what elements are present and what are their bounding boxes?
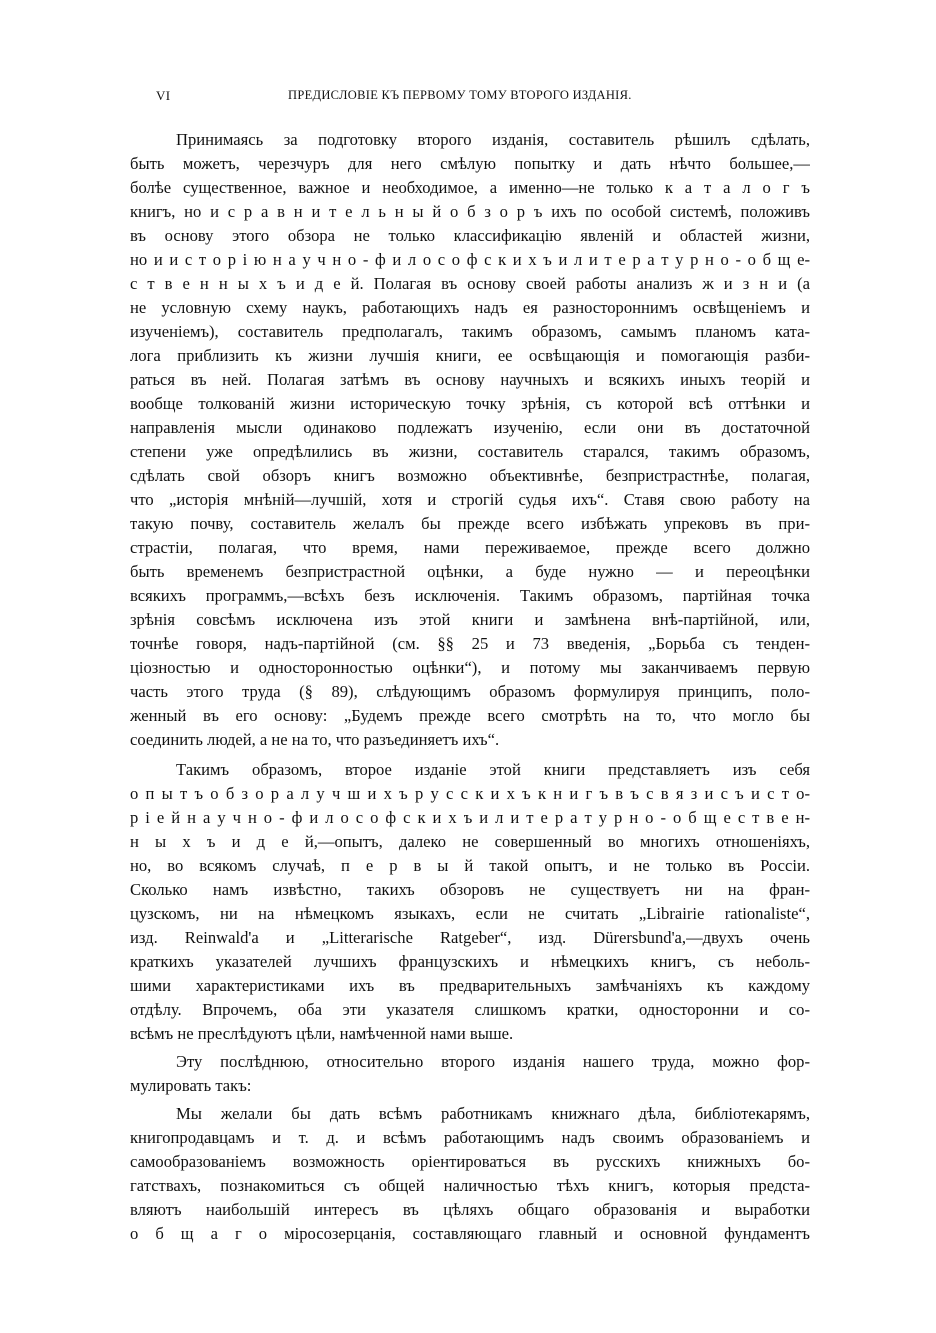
text-line: с т в е н н ы х ъ и д е й. Полагая въ основу своей работы анализъ ж и з н и (а [130,274,810,293]
text-line: что „исторія мнѣній—лучшій, хотя и строгій судья ихъ“. Ставя свою работу на [130,490,810,509]
text-line: самообразованіемъ возможность оріентироваться въ русскихъ книжныхъ бо- [130,1152,810,1171]
text-line: быть временемъ безпристрастной оцѣнки, а буде нужно — и переоцѣнки [130,562,810,581]
text-line: страстіи, полагая, что время, нами переживаемое, прежде всего должно [130,538,810,557]
body-text [130,128,810,1246]
text-line: зрѣнія совсѣмъ исключена изъ этой книги и замѣнена внѣ-партійной, или, [130,610,810,629]
text-line: лога приблизить къ жизни лучшія книги, ее освѣщающія и помогающія разби- [130,346,810,365]
paragraph-2 [130,758,810,1046]
text-line: цузскомъ, ни на нѣмецкомъ языкахъ, если не считать „Librairie rationaliste“, [130,904,810,923]
text-line: книгъ, но и с р а в н и т е л ь н ы й о б з о р ъ ихъ по особой системѣ, положивъ [130,202,810,221]
text-line: всякихъ программъ,—всѣхъ безъ исключенія. Такимъ образомъ, партійная точка [130,586,810,605]
text-line: Эту послѣднюю, относительно второго изданія нашего труда, можно фор- [176,1052,810,1071]
text-line: всѣмъ не преслѣдуютъ цѣли, намѣченной нами выше. [130,1024,514,1043]
text-line: не условную схему наукъ, работающихъ надъ ея разностороннимъ освѣщеніемъ и [130,298,810,317]
paragraph-1 [130,128,810,752]
text-line: направленія мысли одинаково подлежатъ изученію, если они въ достаточной [130,418,810,437]
text-line: точнѣе говоря, надъ-партійной (см. §§ 25 и 73 введенія, „Борьба съ тенден- [130,634,810,653]
text-line: раться въ ней. Полагая затѣмъ въ основу научныхъ и всякихъ иныхъ теорій и [130,370,810,389]
text-line: Принимаясь за подготовку второго изданія, составитель рѣшилъ сдѣлать, [176,130,810,149]
text-line: быть можетъ, черезчуръ для него смѣлую попытку и дать нѣчто большее,— [130,154,810,173]
text-line: часть этого труда (§ 89), слѣдующимъ образомъ формулируя принципъ, поло- [130,682,810,701]
text-line: но, во всякомъ случаѣ, п е р в ы й такой опытъ, и не только въ Россіи. [130,856,810,875]
text-line: степени уже опредѣлились въ жизни, составитель старался, такимъ образомъ, [130,442,810,461]
text-line: изученіемъ), составитель предполагалъ, такимъ образомъ, самымъ планомъ ката- [130,322,810,341]
paragraph-4 [130,1102,810,1246]
text-line: но и и с т о р і ю н а у ч н о - ф и л о с о ф с к и х ъ и л и т е р а т у р н о - о б щ е- [130,250,810,269]
text-line: изд. Reinwald'a и „Litterarische Ratgeber“, изд. Dürersbund'a,—двухъ очень [130,928,810,947]
text-line: соединить людей, а не на то, что разъединяетъ ихъ“. [130,730,500,749]
text-line: въ основу этого обзора не только классификацію явленій и областей жизни, [130,226,810,245]
text-line: вляютъ наибольшій интересъ въ цѣляхъ общаго образованія и выработки [130,1200,810,1219]
text-line: гатствахъ, познакомиться съ общей наличностью тѣхъ книгъ, которыя предста- [130,1176,810,1195]
running-head [156,88,776,110]
text-line: отдѣлу. Впрочемъ, оба эти указателя слишкомъ кратки, односторонни и со- [130,1000,810,1019]
text-line: р і е й н а у ч н о - ф и л о с о ф с к и х ъ и л и т е р а т у р н о - о б щ е с т в е н- [130,808,810,827]
text-line: сдѣлать свой обзоръ книгъ возможно объективнѣе, безпристрастнѣе, полагая, [130,466,810,485]
text-line: Мы желали бы дать всѣмъ работникамъ книжнаго дѣла, библіотекарямъ, [176,1104,810,1123]
text-line: о б щ а г о міросозерцанія, составляющаго главный и основной фундаментъ [130,1224,810,1243]
running-title: ПРЕДИСЛОВІЕ КЪ ПЕРВОМУ ТОМУ ВТОРОГО ИЗДАНІЯ. [288,88,632,102]
text-line: вообще толкованій жизни историческую точку зрѣнія, съ которой всѣ оттѣнки и [130,394,810,413]
text-line: Такимъ образомъ, второе изданіе этой книги представляетъ изъ себя [176,760,810,779]
text-line: ціозностью и односторонностью оцѣнки“), и потому мы заканчиваемъ первую [130,658,810,677]
text-line: книгопродавцамъ и т. д. и всѣмъ работающимъ надъ своимъ образованіемъ и [130,1128,810,1147]
text-line: Сколько намъ извѣстно, такихъ обзоровъ не существуетъ ни на фран- [130,880,810,899]
text-line: мулировать такъ: [130,1076,252,1095]
text-line: н ы х ъ и д е й,—опытъ, далеко не совершенный во многихъ отношеніяхъ, [130,832,810,851]
paragraph-3 [130,1050,810,1098]
text-line: о п ы т ъ о б з о р а л у ч ш и х ъ р у с с к и х ъ к н и г ъ в ъ с в я з и с ъ и с т о- [130,784,810,803]
text-line: женный въ его основу: „Будемъ прежде всего смотрѣть на то, что могло бы [130,706,810,725]
text-line: такую почву, составитель желалъ бы прежде всего избѣжать упрековъ въ при- [130,514,810,533]
text-line: шими характеристиками ихъ въ предварительныхъ замѣчаніяхъ къ каждому [130,976,810,995]
text-line: краткихъ указателей лучшихъ французскихъ и нѣмецкихъ книгъ, съ неболь- [130,952,810,971]
text-line: болѣе существенное, важное и необходимое, а именно—не только к а т а л о г ъ [130,178,810,197]
page-number: VI [156,88,171,103]
